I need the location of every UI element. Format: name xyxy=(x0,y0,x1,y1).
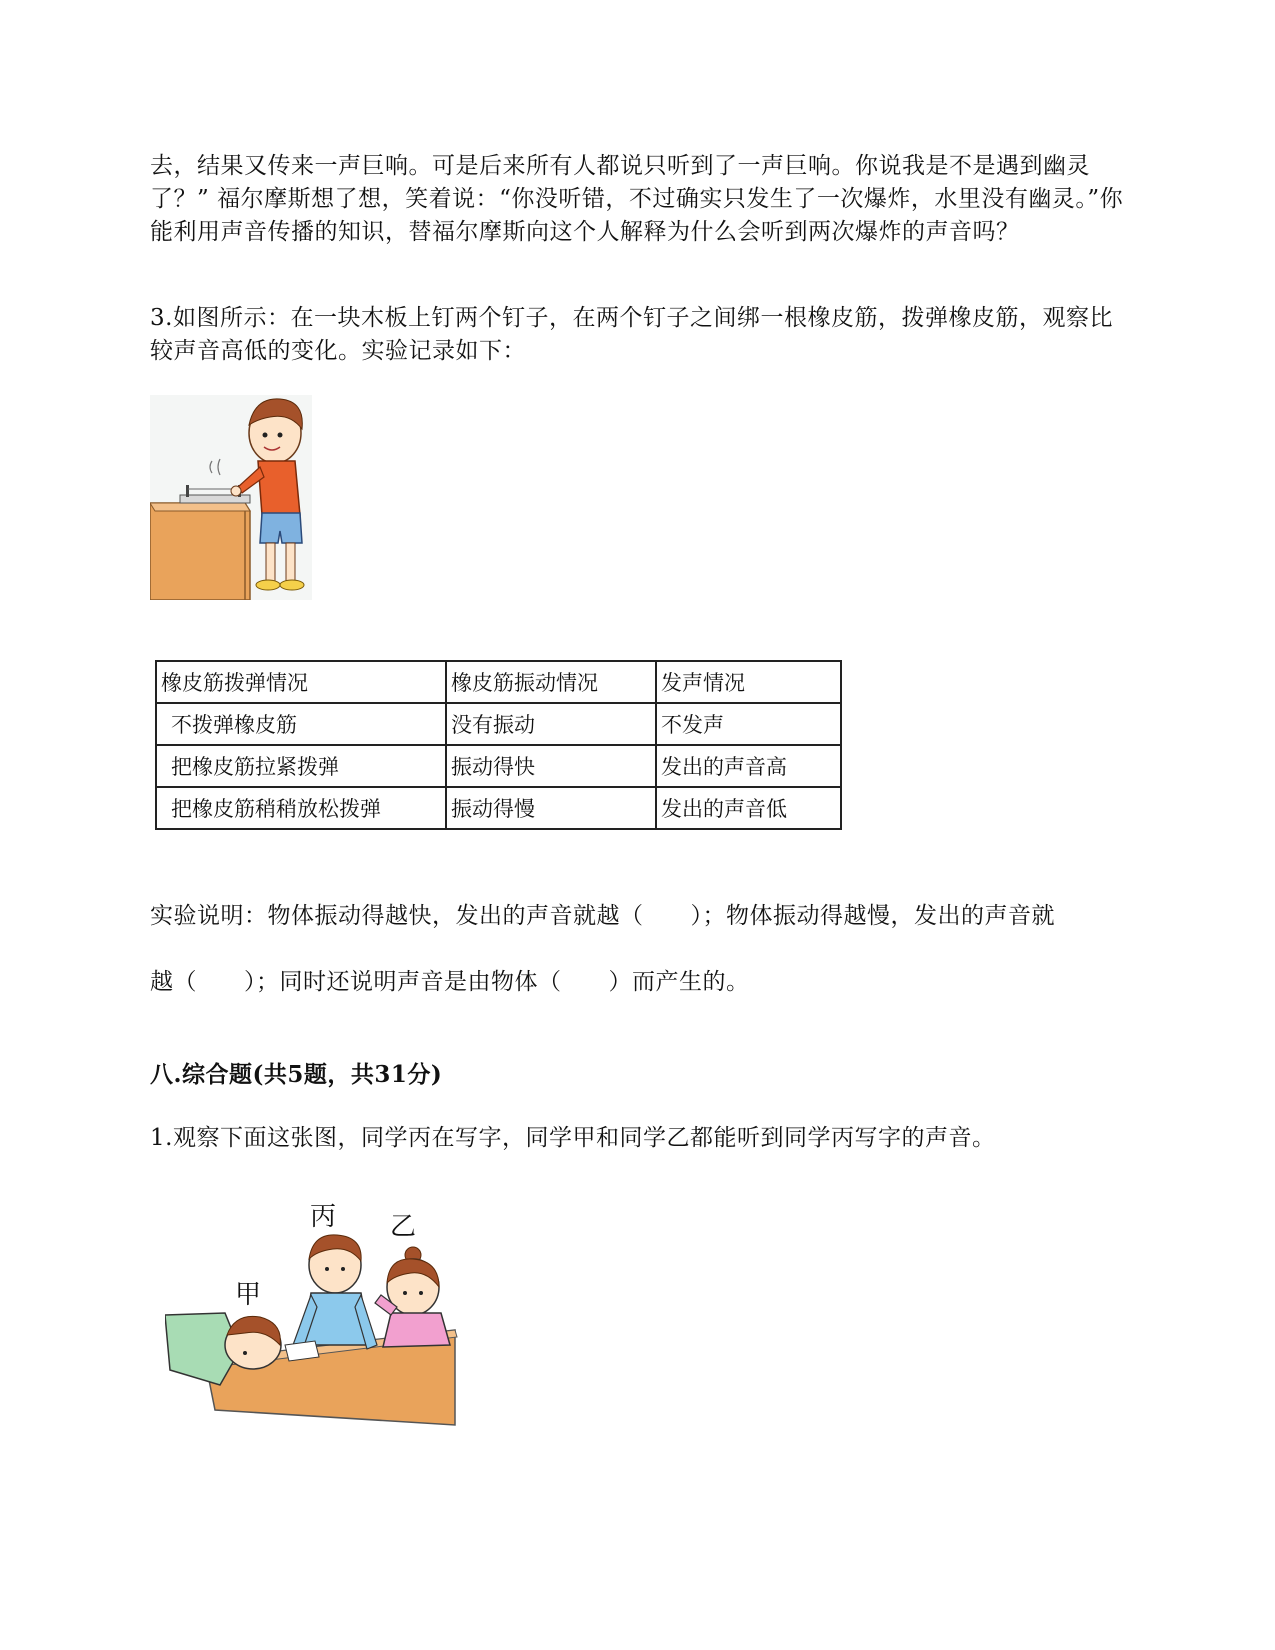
table-row xyxy=(156,703,841,745)
label-jia: 甲 xyxy=(235,1280,262,1310)
table-cell: 没有振动 xyxy=(446,703,656,745)
experiment-record-table xyxy=(155,660,842,830)
question-2-continuation: 去，结果又传来一声巨响。可是后来所有人都说只听到了一声巨响。你说我是不是遇到幽灵了？” 福尔摩斯想了想，笑着说：“你没听错，不过确实只发生了一次爆炸，水里没有幽灵。”你能利用声音传播的知识，替福尔摩斯向这个人解释为什么会听到两次爆炸的声音吗？ xyxy=(150,153,1124,245)
table-cell: 把橡皮筋稍稍放松拨弹 xyxy=(156,787,446,829)
table-header-cell: 橡皮筋拨弹情况 xyxy=(156,661,446,703)
table-row xyxy=(156,787,841,829)
table-cell: 振动得快 xyxy=(446,745,656,787)
experiment-explanation-line-2: 越（ ）；同时还说明声音是由物体（ ）而产生的。 xyxy=(150,969,750,995)
experiment-explanation-line-1: 实验说明：物体振动得越快，发出的声音就越（ ）；物体振动得越慢，发出的声音就 xyxy=(150,903,1055,929)
section-8-question-1-text: 1.观察下面这张图，同学丙在写字，同学甲和同学乙都能听到同学丙写字的声音。 xyxy=(150,1125,996,1151)
label-bing: 丙 xyxy=(310,1202,337,1232)
table-header-row xyxy=(156,661,841,703)
table-header-cell: 橡皮筋振动情况 xyxy=(446,661,656,703)
table-row xyxy=(156,745,841,787)
section-8-heading: 八.综合题(共5题，共31分) xyxy=(150,1061,443,1088)
table-cell: 发出的声音低 xyxy=(656,787,841,829)
table-header-cell: 发声情况 xyxy=(656,661,841,703)
table-cell: 不拨弹橡皮筋 xyxy=(156,703,446,745)
table-cell: 把橡皮筋拉紧拨弹 xyxy=(156,745,446,787)
table-cell: 不发声 xyxy=(656,703,841,745)
table-cell: 振动得慢 xyxy=(446,787,656,829)
boy-plucking-rubber-band-illustration xyxy=(150,395,312,600)
label-yi: 乙 xyxy=(390,1212,417,1242)
question-3-text: 3.如图所示：在一块木板上钉两个钉子，在两个钉子之间绑一根橡皮筋，拨弹橡皮筋，观察比较声音高低的变化。实验记录如下： xyxy=(150,305,1113,364)
three-students-at-desk-illustration xyxy=(165,1195,485,1440)
table-cell: 发出的声音高 xyxy=(656,745,841,787)
